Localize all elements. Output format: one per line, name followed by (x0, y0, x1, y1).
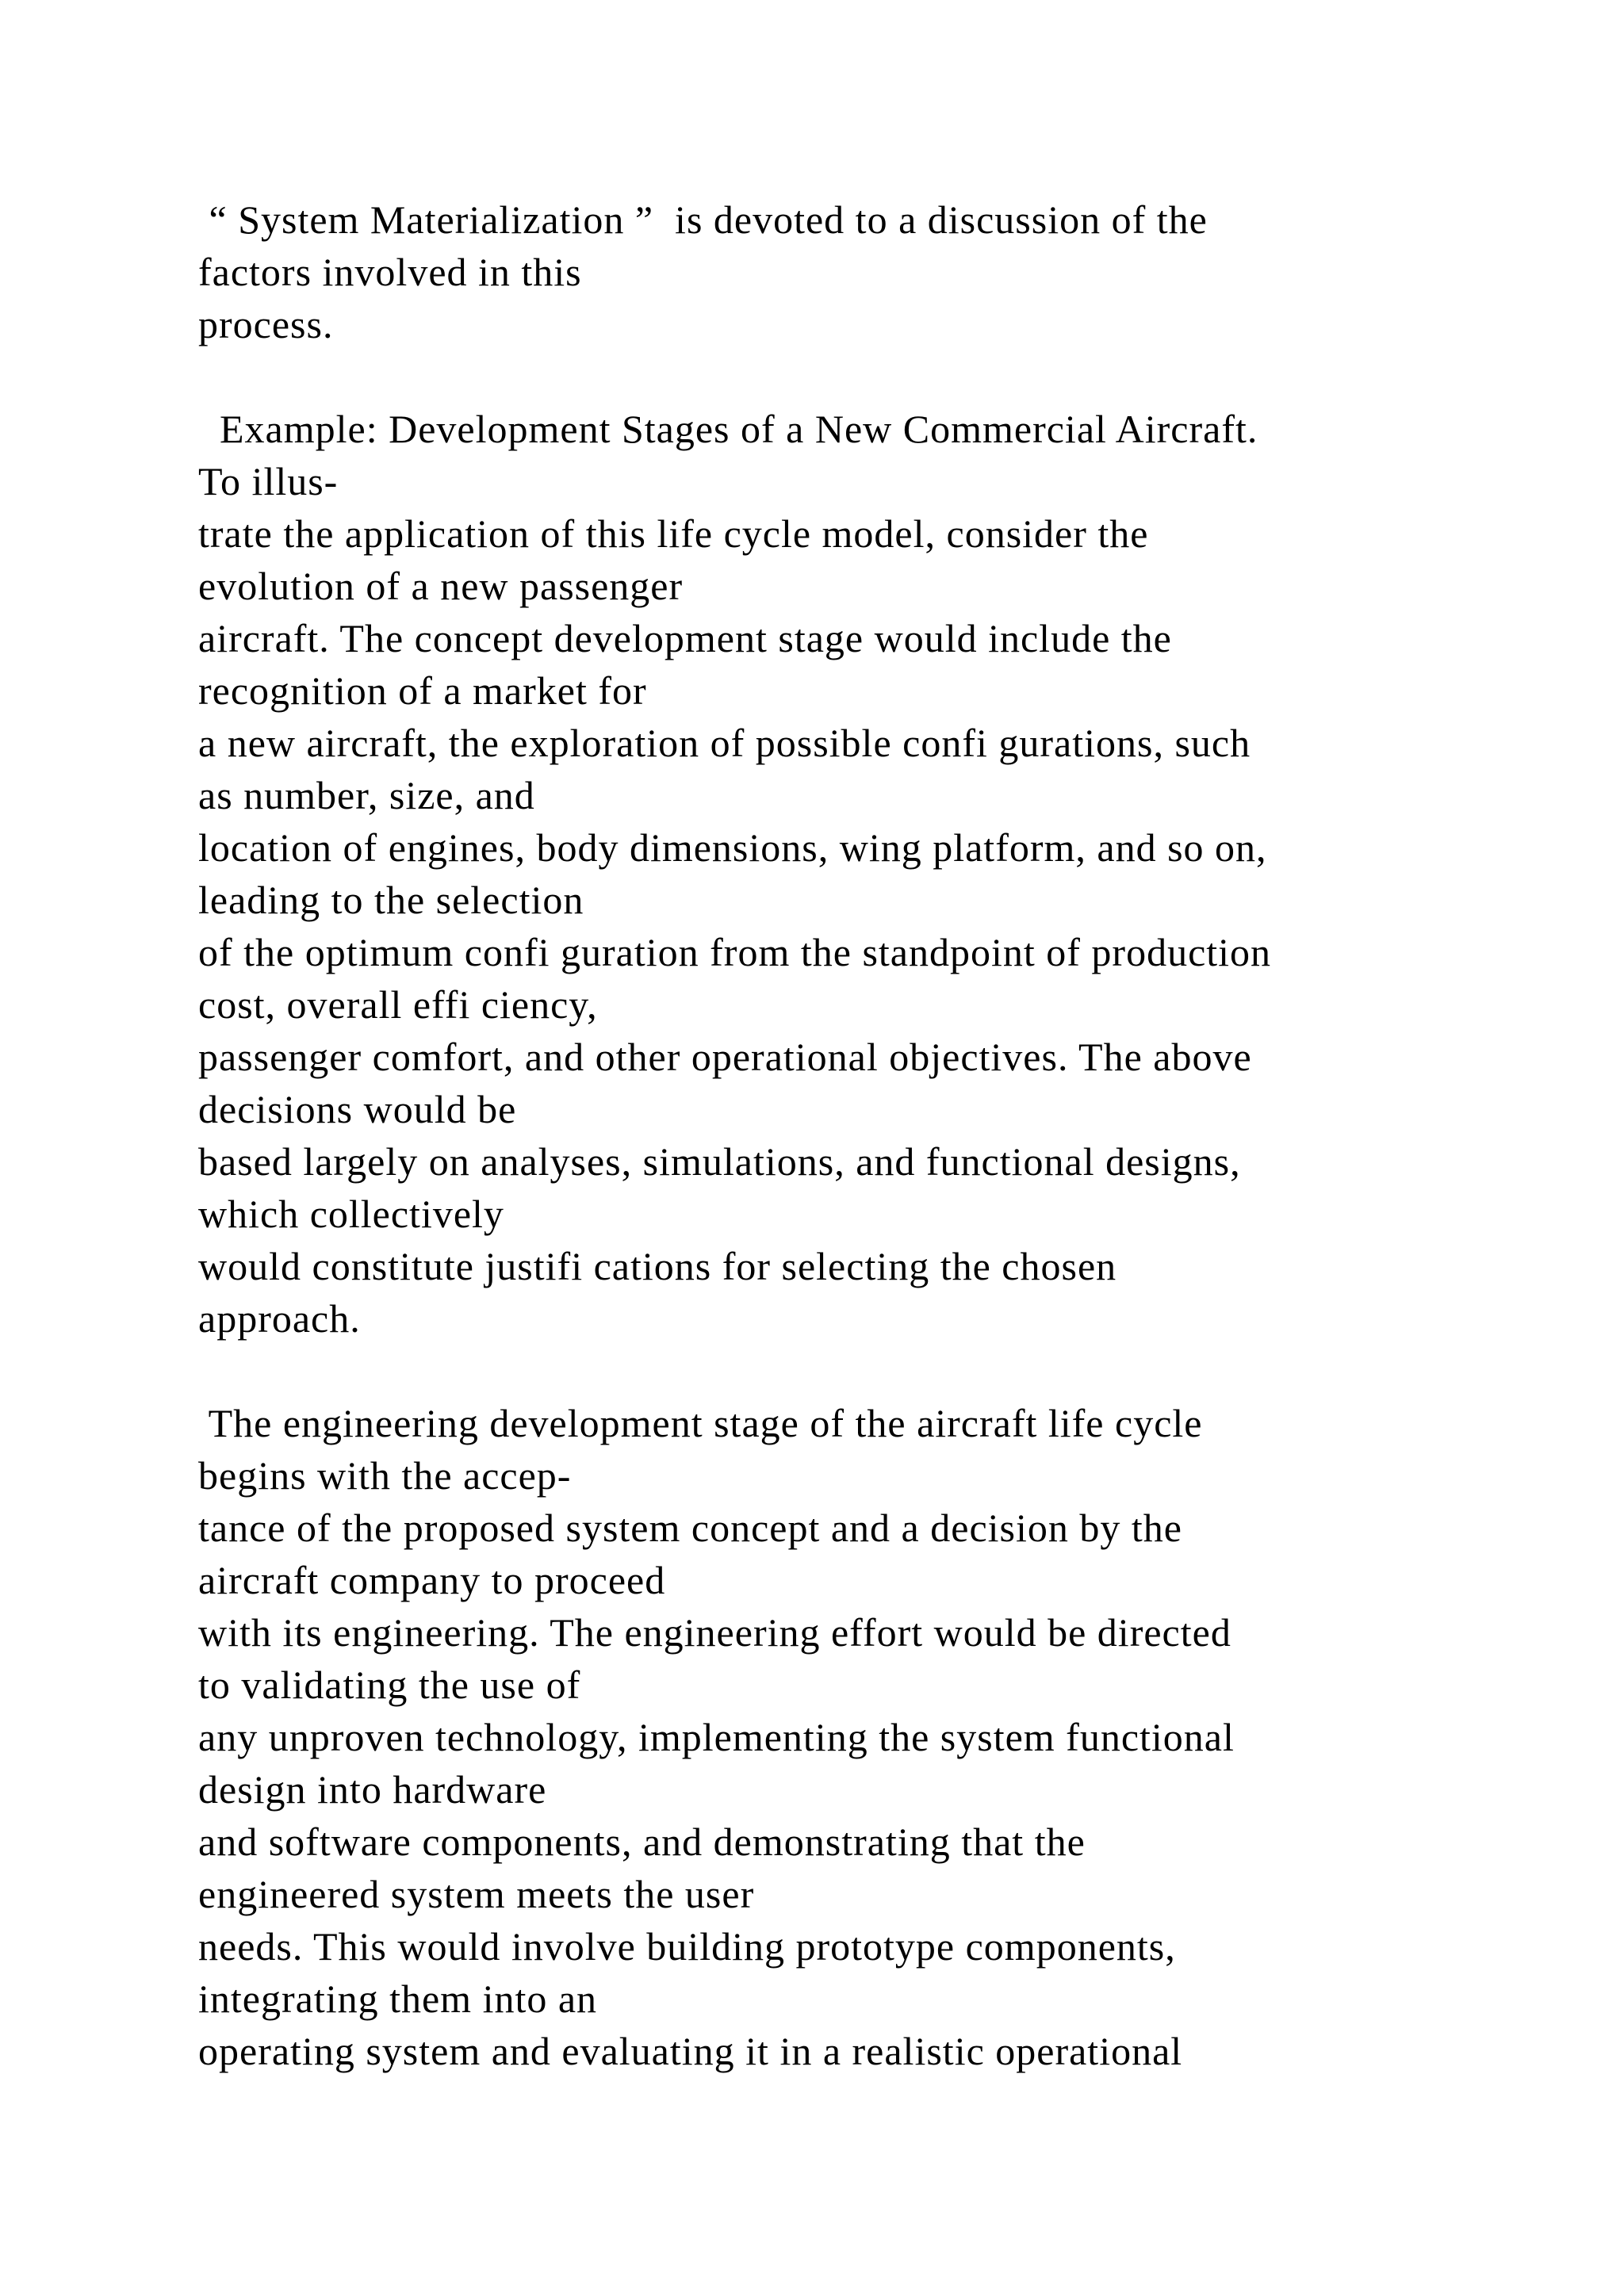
text-line: begins with the accep- (198, 1453, 572, 1498)
text-line: The engineering development stage of the aircraft life cycle (198, 1401, 1203, 1445)
text-line: “ System Materialization ” is devoted to a discussion of the (198, 197, 1208, 242)
text-line: a new aircraft, the exploration of possible confi gurations, such (198, 721, 1251, 765)
text-line: recognition of a market for (198, 668, 647, 713)
text-line: approach. (198, 1296, 361, 1341)
text-line: which collectively (198, 1192, 504, 1236)
text-line: evolution of a new passenger (198, 564, 684, 608)
text-line: tance of the proposed system concept and a decision by the (198, 1506, 1182, 1550)
text-line: based largely on analyses, simulations, and functional designs, (198, 1139, 1241, 1184)
text-line: decisions would be (198, 1087, 517, 1131)
blank-line (198, 1345, 1546, 1397)
text-line: trate the application of this life cycle model, consider the (198, 511, 1149, 556)
text-line: aircraft. The concept development stage would include the (198, 616, 1172, 660)
text-line: To illus- (198, 459, 339, 503)
text-line: needs. This would involve building prototype components, (198, 1924, 1176, 1969)
text-line: Example: Development Stages of a New Commercial Aircraft. (198, 407, 1258, 451)
text-line: engineered system meets the user (198, 1872, 755, 1916)
text-line: design into hardware (198, 1767, 547, 1812)
text-line: with its engineering. The engineering effort would be directed (198, 1610, 1231, 1655)
blank-line (198, 350, 1546, 403)
document-body (198, 193, 1546, 2077)
text-line: aircraft company to proceed (198, 1558, 666, 1602)
text-line: integrating them into an (198, 1976, 598, 2021)
text-line: operating system and evaluating it in a realistic operational (198, 2029, 1183, 2073)
text-line: location of engines, body dimensions, wing platform, and so on, (198, 825, 1267, 870)
text-line: would constitute justifi cations for selecting the chosen (198, 1244, 1117, 1288)
text-line: passenger comfort, and other operational objectives. The above (198, 1035, 1252, 1079)
text-line: and software components, and demonstrating that the (198, 1820, 1086, 1864)
text-line: factors involved in this (198, 250, 582, 294)
text-line: any unproven technology, implementing the system functional (198, 1715, 1235, 1759)
text-line: to validating the use of (198, 1663, 581, 1707)
text-line: leading to the selection (198, 878, 584, 922)
text-line: of the optimum confi guration from the standpoint of production (198, 930, 1272, 974)
text-line: process. (198, 302, 334, 346)
text-line: as number, size, and (198, 773, 535, 817)
text-line: cost, overall effi ciency, (198, 982, 598, 1027)
